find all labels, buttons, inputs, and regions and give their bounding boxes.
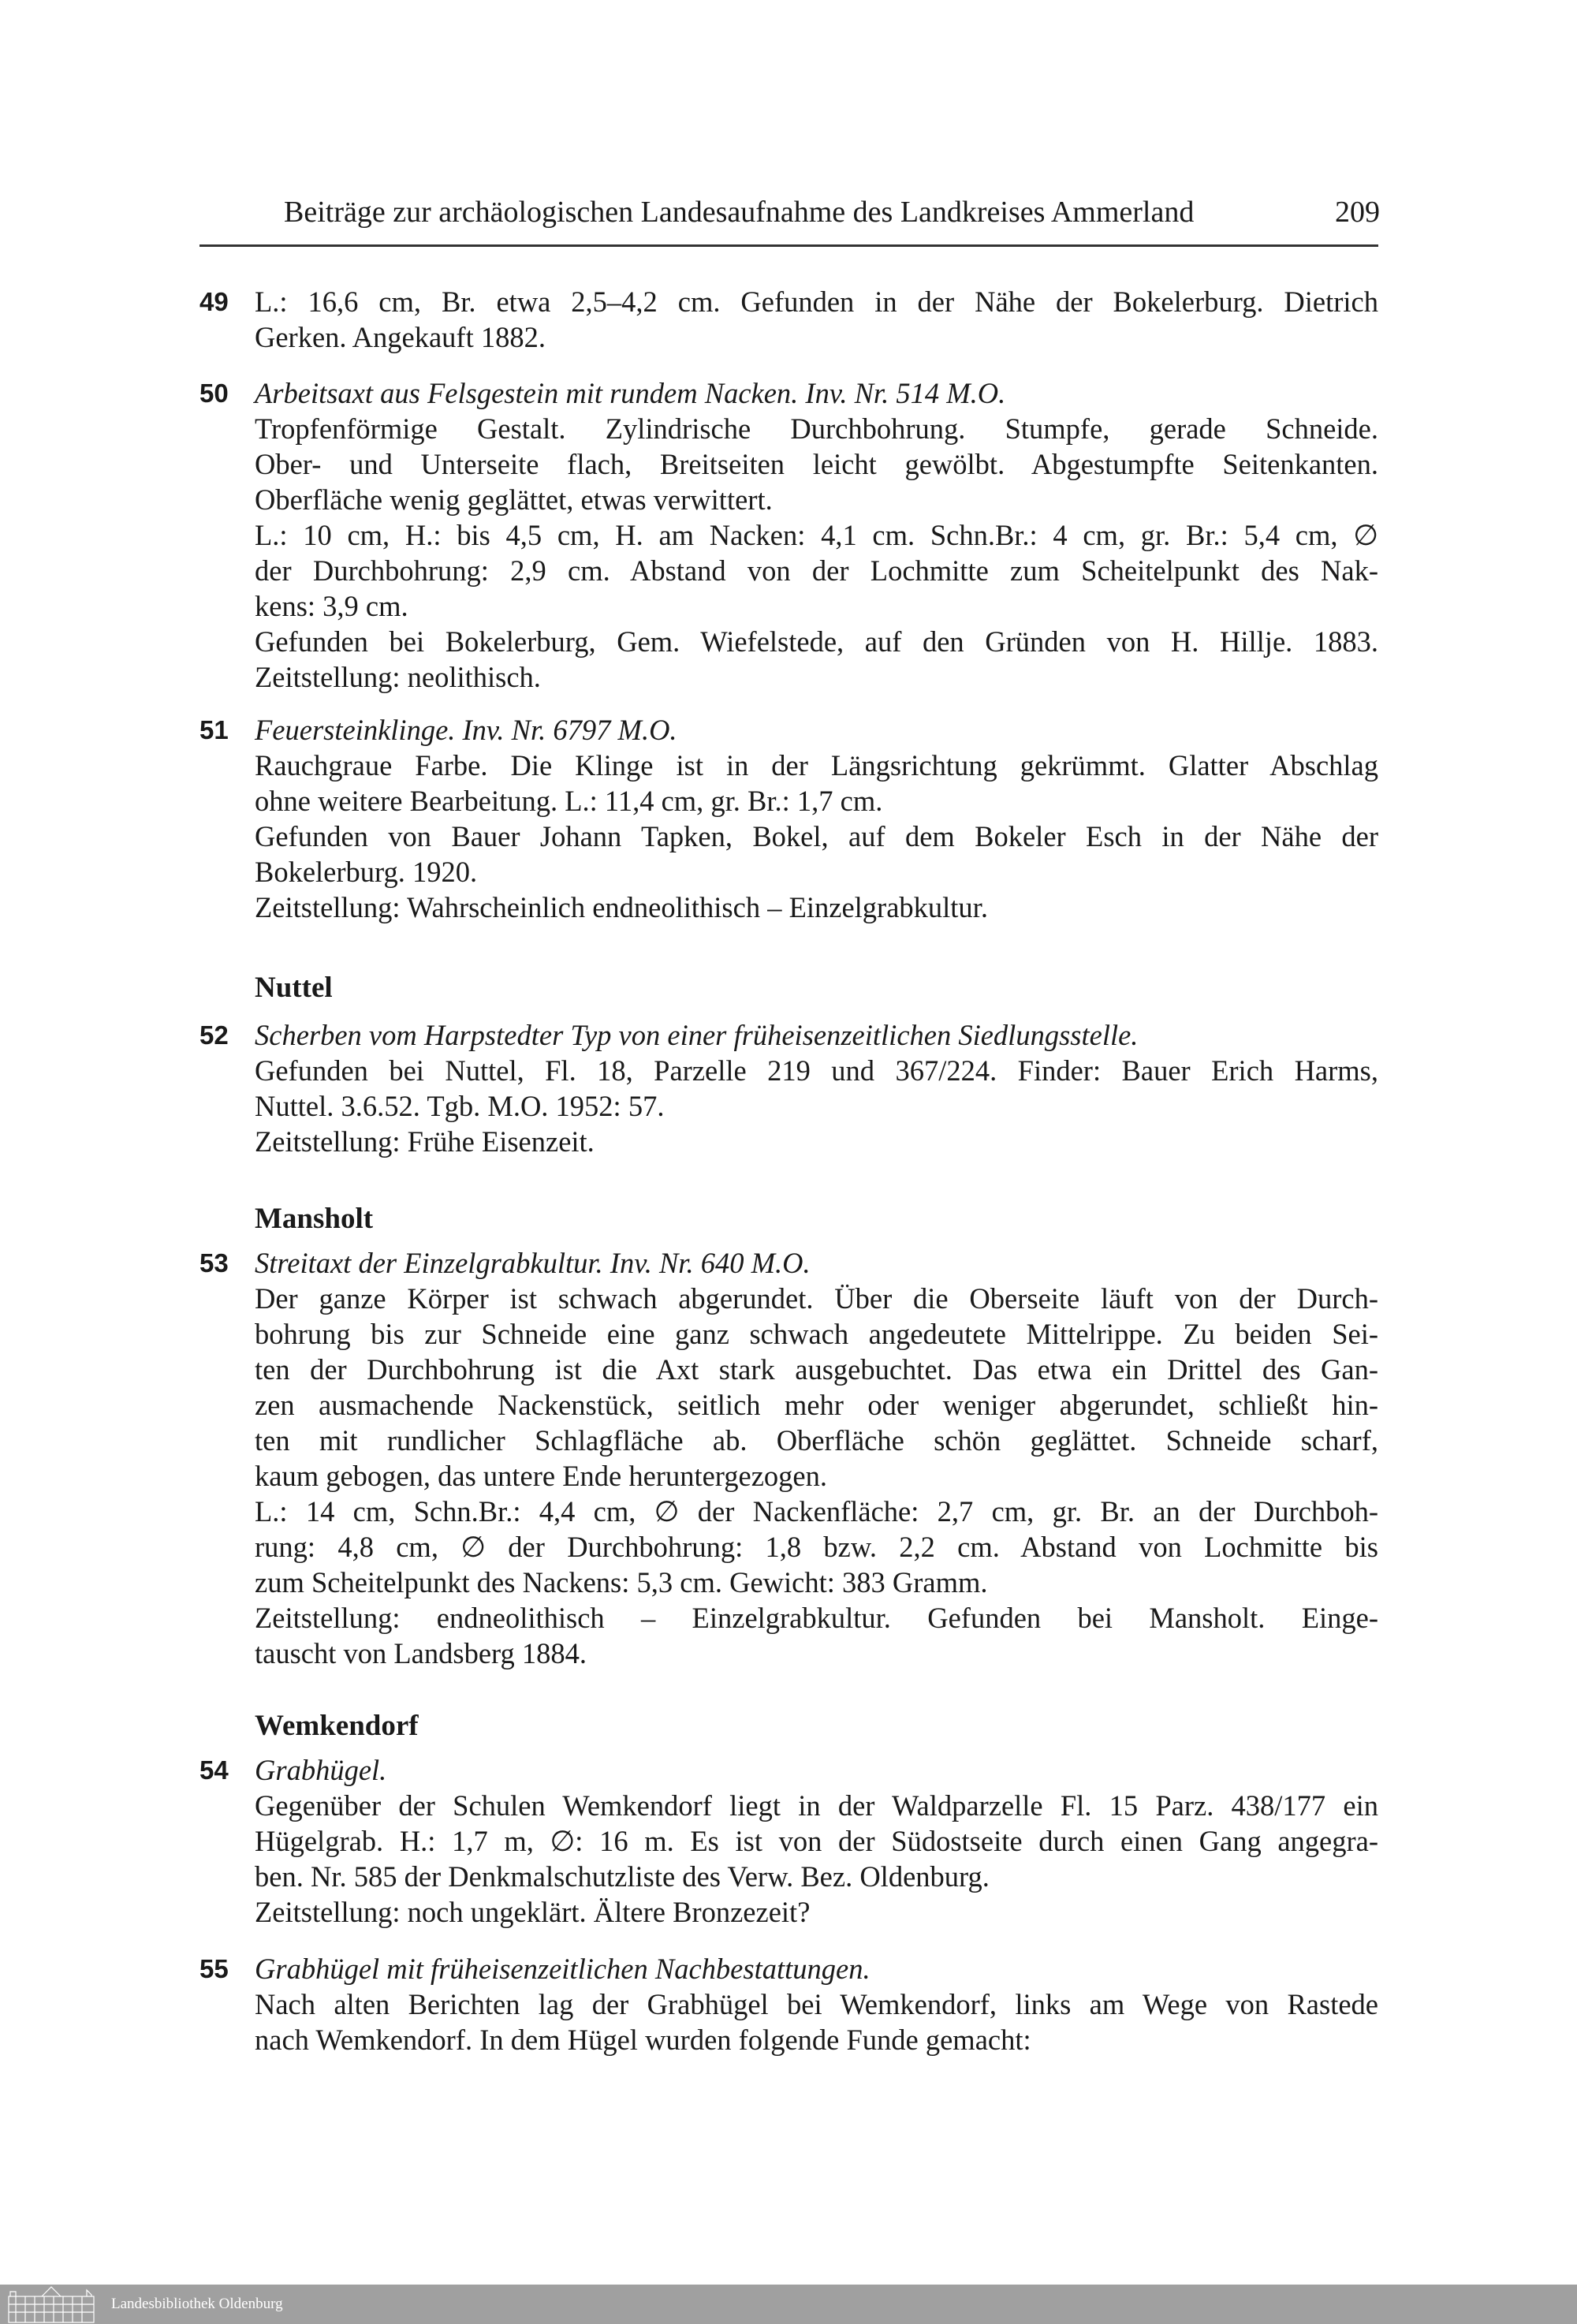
entry-text (255, 375, 1378, 695)
entry-line: L.: 16,6 cm, Br. etwa 2,5–4,2 cm. Gefunden in der Nähe der Bokelerburg. Dietrich (255, 285, 1378, 318)
entry-line: Bokelerburg. 1920. (255, 856, 478, 888)
entry-text (255, 1245, 1378, 1671)
entry-line: bohrung bis zur Schneide eine ganz schwach angedeutete Mittelrippe. Zu beiden Sei- (255, 1318, 1378, 1350)
entry-number: 52 (199, 1020, 229, 1050)
entry-line: L.: 14 cm, Schn.Br.: 4,4 cm, ∅ der Nackenfläche: 2,7 cm, gr. Br. an der Durchboh- (255, 1495, 1378, 1528)
entry-line: nach Wemkendorf. In dem Hügel wurden folgende Funde gemacht: (255, 2024, 1031, 2056)
entry-title: Arbeitsaxt aus Felsgestein mit rundem Nacken. Inv. Nr. 514 M.O. (255, 377, 1006, 409)
header-rule (199, 244, 1378, 247)
section-heading-wemkendorf: Wemkendorf (255, 1710, 419, 1742)
entry-text (255, 1951, 1378, 2057)
library-building-icon (6, 2285, 97, 2323)
entry-line: Tropfenförmige Gestalt. Zylindrische Durchbohrung. Stumpfe, gerade Schneide. (255, 412, 1378, 445)
entry-title: Feuersteinklinge. Inv. Nr. 6797 M.O. (255, 714, 677, 746)
entry-title: Grabhügel. (255, 1754, 387, 1786)
entry-line: Der ganze Körper ist schwach abgerundet. Über die Oberseite läuft von der Durch- (255, 1282, 1378, 1315)
entry-line: Zeitstellung: endneolithisch – Einzelgrabkultur. Gefunden bei Mansholt. Einge- (255, 1602, 1378, 1634)
entry-line: Zeitstellung: neolithisch. (255, 661, 541, 693)
section-heading-mansholt: Mansholt (255, 1203, 374, 1235)
entry-line: Zeitstellung: Wahrscheinlich endneolithisch – Einzelgrabkultur. (255, 891, 988, 923)
entry-line: ohne weitere Bearbeitung. L.: 11,4 cm, gr. Br.: 1,7 cm. (255, 785, 883, 817)
entry-line: ten mit rundlicher Schlagfläche ab. Oberfläche schön geglättet. Schneide scharf, (255, 1424, 1378, 1457)
running-title: Beiträge zur archäologischen Landesaufnahme des Landkreises Ammerland (284, 196, 1195, 229)
entry-line: kaum gebogen, das untere Ende heruntergezogen. (255, 1460, 828, 1492)
entry-line: Oberfläche wenig geglättet, etwas verwittert. (255, 483, 773, 516)
entry-line: Gefunden von Bauer Johann Tapken, Bokel, auf dem Bokeler Esch in der Nähe der (255, 820, 1378, 852)
entry-line: Rauchgraue Farbe. Die Klinge ist in der Längsrichtung gekrümmt. Glatter Abschlag (255, 749, 1378, 782)
entry-line: Gefunden bei Bokelerburg, Gem. Wiefelstede, auf den Gründen von H. Hillje. 1883. (255, 625, 1378, 658)
entry-line: Zeitstellung: noch ungeklärt. Ältere Bronzezeit? (255, 1896, 811, 1928)
entry-line: ben. Nr. 585 der Denkmalschutzliste des Verw. Bez. Oldenburg. (255, 1860, 990, 1893)
entry-line: zen ausmachende Nackenstück, seitlich mehr oder weniger abgerundet, schließt hin- (255, 1389, 1378, 1421)
entry-line: tauscht von Landsberg 1884. (255, 1637, 587, 1669)
entry-number: 53 (199, 1248, 229, 1278)
entry-line: Nach alten Berichten lag der Grabhügel bei Wemkendorf, links am Wege von Rastede (255, 1988, 1378, 2020)
entry-line: der Durchbohrung: 2,9 cm. Abstand von der Lochmitte zum Scheitelpunkt des Nak- (255, 554, 1378, 587)
entry-number: 54 (199, 1755, 229, 1785)
entry-line: Gegenüber der Schulen Wemkendorf liegt in der Waldparzelle Fl. 15 Parz. 438/177 ein (255, 1789, 1378, 1822)
entry-line: kens: 3,9 cm. (255, 590, 408, 622)
entry-text (255, 1752, 1378, 1930)
catalog-entry-52 (199, 1017, 1378, 1159)
entry-text (255, 1017, 1378, 1159)
running-header (284, 192, 1380, 232)
library-name: Landesbibliothek Oldenburg (111, 2296, 283, 2312)
entry-title: Streitaxt der Einzelgrabkultur. Inv. Nr. 640 M.O. (255, 1247, 811, 1279)
entry-number: 51 (199, 715, 229, 744)
entry-line: Nuttel. 3.6.52. Tgb. M.O. 1952: 57. (255, 1090, 665, 1122)
entry-number: 55 (199, 1954, 229, 1983)
library-footer-bar (0, 2285, 1577, 2324)
entry-line: L.: 10 cm, H.: bis 4,5 cm, H. am Nacken: 4,1 cm. Schn.Br.: 4 cm, gr. Br.: 5,4 cm, ∅ (255, 519, 1378, 551)
entry-title: Scherben vom Harpstedter Typ von einer früheisenzeitlichen Siedlungsstelle. (255, 1019, 1139, 1051)
entry-line: ten der Durchbohrung ist die Axt stark ausgebuchtet. Das etwa ein Drittel des Gan- (255, 1353, 1378, 1386)
entry-line: rung: 4,8 cm, ∅ der Durchbohrung: 1,8 bzw. 2,2 cm. Abstand von Lochmitte bis (255, 1531, 1378, 1563)
entry-title: Grabhügel mit früheisenzeitlichen Nachbestattungen. (255, 1953, 871, 1985)
section-heading-nuttel: Nuttel (255, 972, 333, 1004)
entry-line: Gerken. Angekauft 1882. (255, 321, 546, 353)
entry-number: 49 (199, 287, 229, 316)
page-number: 209 (1335, 196, 1380, 229)
catalog-entry-54 (199, 1752, 1378, 1930)
entry-line: zum Scheitelpunkt des Nackens: 5,3 cm. Gewicht: 383 Gramm. (255, 1566, 988, 1598)
entry-text (255, 712, 1378, 925)
entry-text (255, 284, 1378, 355)
entry-line: Gefunden bei Nuttel, Fl. 18, Parzelle 219 und 367/224. Finder: Bauer Erich Harms, (255, 1054, 1378, 1087)
entry-line: Hügelgrab. H.: 1,7 m, ∅: 16 m. Es ist von der Südostseite durch einen Gang angegra- (255, 1825, 1378, 1857)
entry-line: Ober- und Unterseite flach, Breitseiten leicht gewölbt. Abgestumpfte Seitenkanten. (255, 448, 1378, 480)
entry-line: Zeitstellung: Frühe Eisenzeit. (255, 1125, 595, 1158)
catalog-entry-55 (199, 1951, 1378, 2057)
catalog-entry-53 (199, 1245, 1378, 1671)
entry-number: 50 (199, 379, 229, 408)
catalog-entry-50 (199, 375, 1378, 695)
catalog-entry-51 (199, 712, 1378, 925)
catalog-entry-49 (199, 284, 1378, 355)
